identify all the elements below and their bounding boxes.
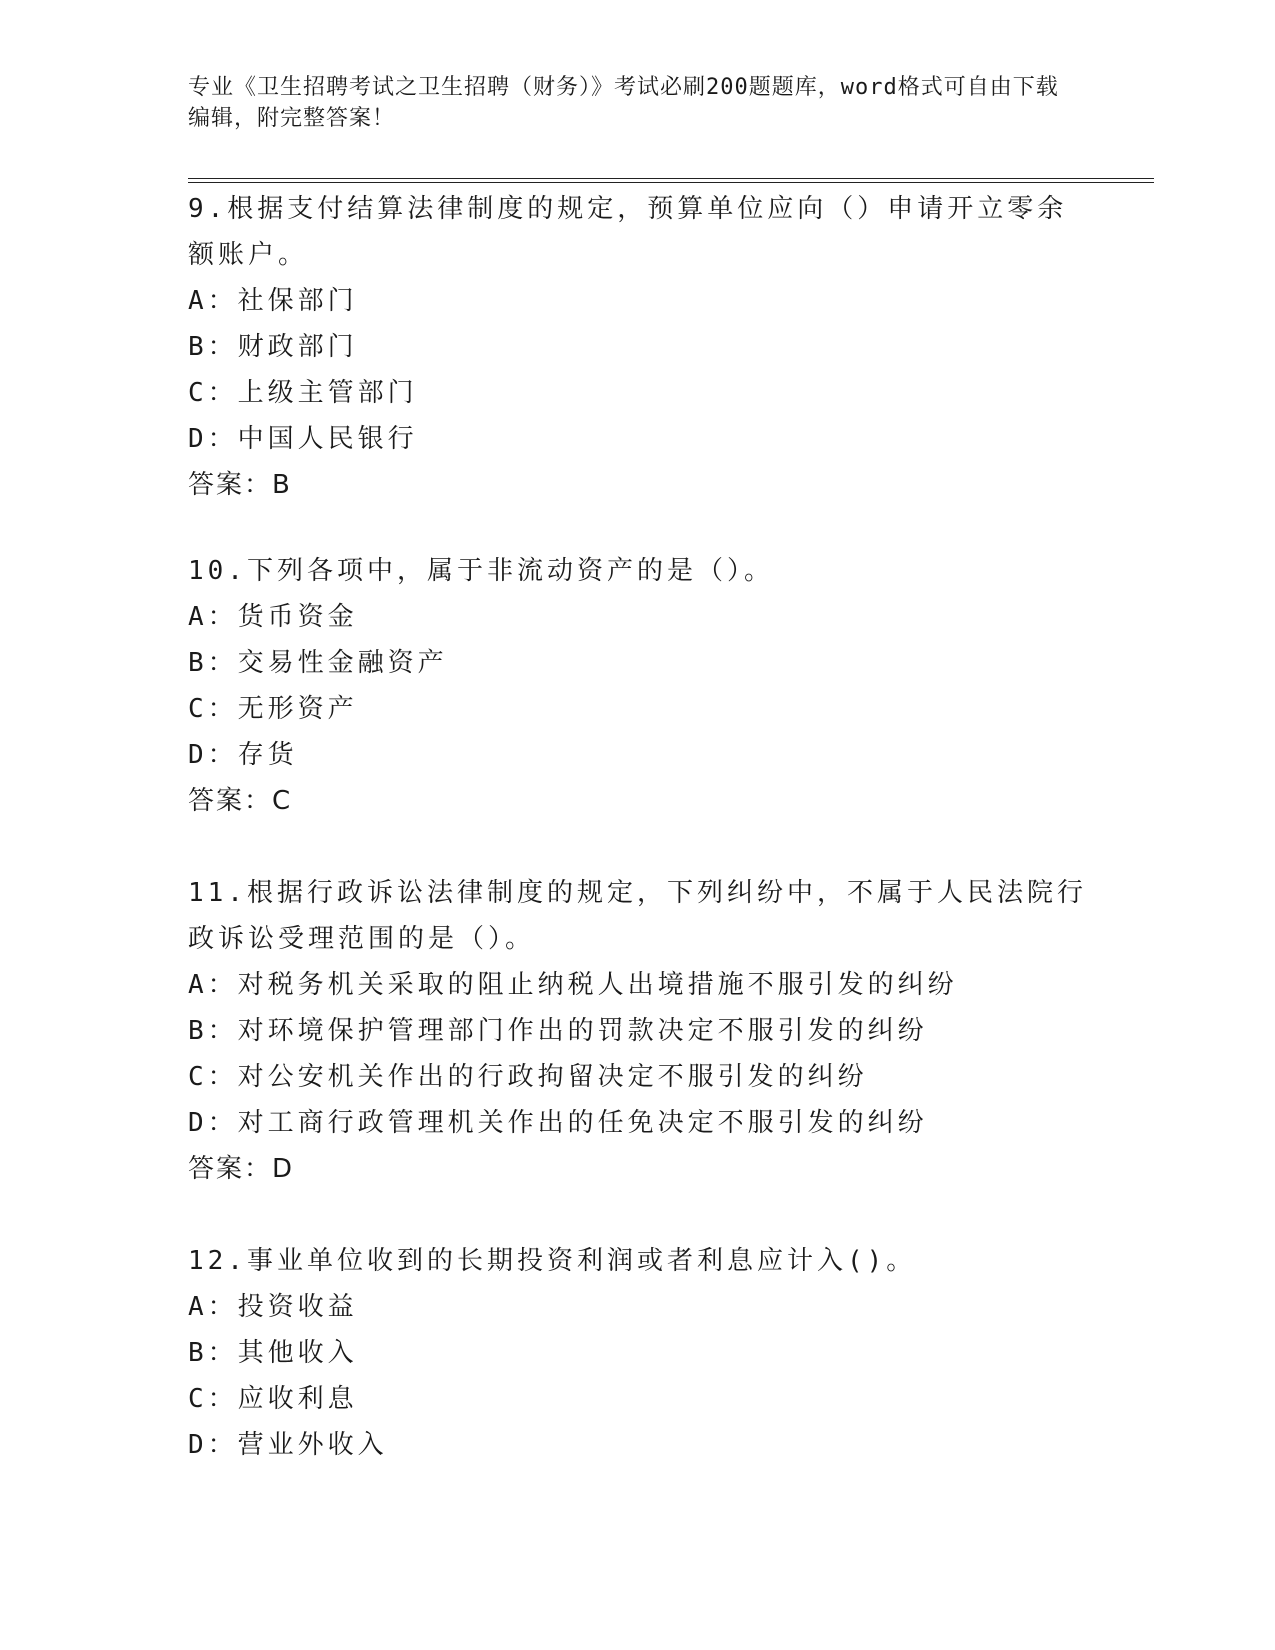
answer-value: D bbox=[272, 1154, 295, 1184]
header-divider bbox=[188, 178, 1154, 179]
option-a: A：对税务机关采取的阻止纳税人出境措施不服引发的纠纷 bbox=[188, 970, 958, 1000]
question-stem: 10.下列各项中，属于非流动资产的是（）。 bbox=[188, 556, 774, 586]
question-stem: 9.根据支付结算法律制度的规定，预算单位应向（）申请开立零余额账户。 bbox=[188, 194, 1068, 270]
question-stem: 12.事业单位收到的长期投资利润或者利息应计入()。 bbox=[188, 1246, 917, 1276]
question-11 bbox=[188, 870, 1088, 1192]
question-10 bbox=[188, 548, 1088, 824]
option-d: D：存货 bbox=[188, 740, 298, 770]
question-12 bbox=[188, 1238, 1088, 1468]
header-divider-second bbox=[188, 182, 1154, 183]
option-d: D：营业外收入 bbox=[188, 1430, 388, 1460]
question-9 bbox=[188, 186, 1088, 508]
question-stem: 11.根据行政诉讼法律制度的规定，下列纠纷中，不属于人民法院行政诉讼受理范围的是（）。 bbox=[188, 878, 1087, 954]
option-d: D：中国人民银行 bbox=[188, 424, 418, 454]
page-header: 专业《卫生招聘考试之卫生招聘（财务）》考试必刷200题题库，word格式可自由下载编辑，附完整答案！ bbox=[188, 75, 1059, 131]
option-a: A：货币资金 bbox=[188, 602, 358, 632]
answer-line bbox=[188, 778, 1088, 824]
answer-label: 答案： bbox=[188, 786, 273, 816]
option-b: B：对环境保护管理部门作出的罚款决定不服引发的纠纷 bbox=[188, 1016, 928, 1046]
option-b: B：交易性金融资产 bbox=[188, 648, 448, 678]
option-c: C：无形资产 bbox=[188, 694, 358, 724]
option-c: C：上级主管部门 bbox=[188, 378, 418, 408]
option-c: C：对公安机关作出的行政拘留决定不服引发的纠纷 bbox=[188, 1062, 868, 1092]
option-a: A：投资收益 bbox=[188, 1292, 358, 1322]
answer-value: B bbox=[272, 470, 292, 500]
option-b: B：其他收入 bbox=[188, 1338, 358, 1368]
answer-line bbox=[188, 462, 1088, 508]
answer-line bbox=[188, 1146, 1088, 1192]
answer-label: 答案： bbox=[188, 470, 273, 500]
option-d: D：对工商行政管理机关作出的任免决定不服引发的纠纷 bbox=[188, 1108, 928, 1138]
option-c: C：应收利息 bbox=[188, 1384, 358, 1414]
answer-value: C bbox=[272, 786, 293, 816]
option-a: A：社保部门 bbox=[188, 286, 358, 316]
option-b: B：财政部门 bbox=[188, 332, 358, 362]
answer-label: 答案： bbox=[188, 1154, 273, 1184]
